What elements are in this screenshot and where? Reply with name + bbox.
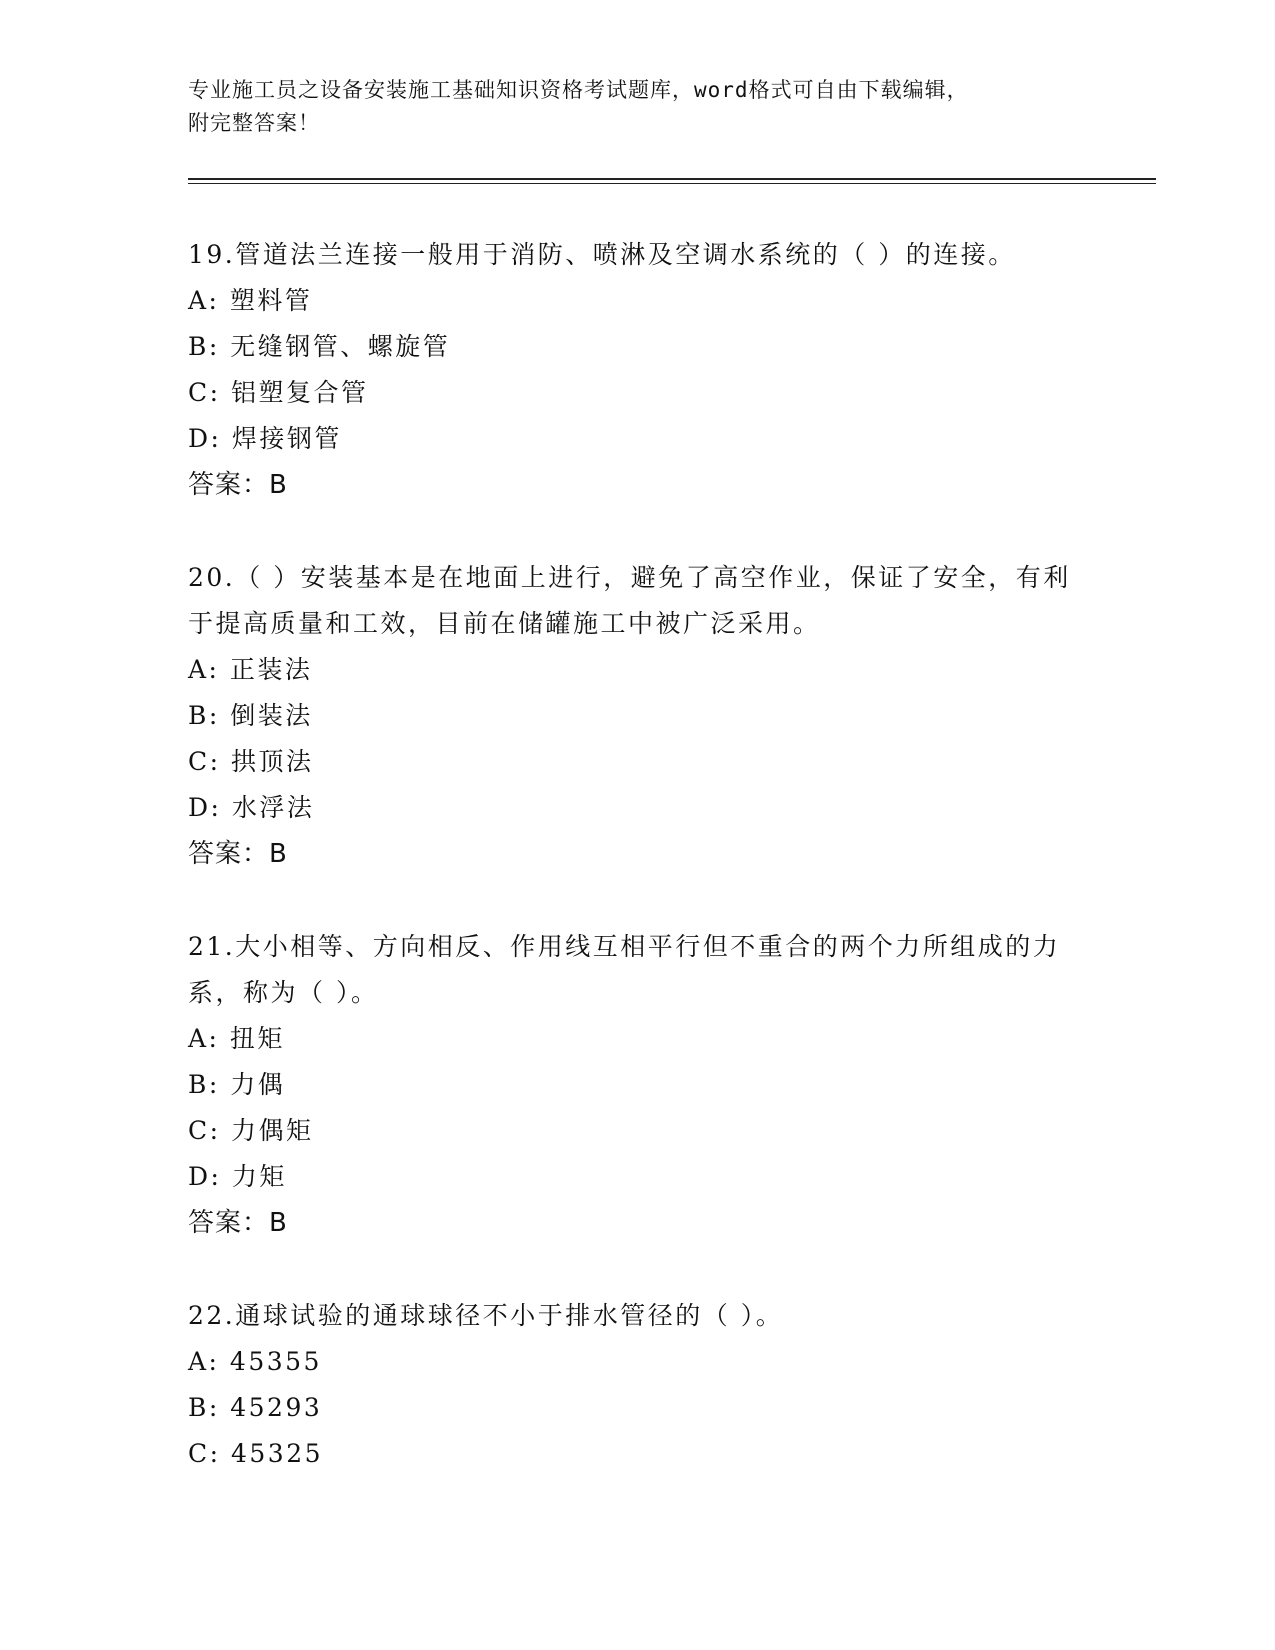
question-20 — [188, 555, 1088, 877]
header-line-2: 附完整答案！ — [188, 111, 320, 135]
header-divider-thin — [188, 183, 1156, 184]
option-a: A: 扭矩 — [188, 1024, 285, 1053]
option-a: A: 塑料管 — [188, 286, 313, 315]
option-d: D: 力矩 — [188, 1162, 287, 1191]
answer: 答案：B — [188, 839, 288, 869]
question-list — [188, 232, 1088, 1524]
header-divider-thick — [188, 178, 1156, 180]
option-b: B: 力偶 — [188, 1070, 286, 1099]
question-stem: 19.管道法兰连接一般用于消防、喷淋及空调水系统的（ ）的连接。 — [188, 240, 1016, 269]
option-b: B: 45293 — [188, 1393, 323, 1422]
question-21 — [188, 924, 1088, 1246]
header-line-1: 专业施工员之设备安装施工基础知识资格考试题库，word格式可自由下载编辑， — [188, 78, 969, 102]
option-c: C: 拱顶法 — [188, 747, 314, 776]
answer: 答案：B — [188, 470, 288, 500]
option-d: D: 水浮法 — [188, 793, 315, 822]
answer: 答案：B — [188, 1208, 288, 1238]
option-d: D: 焊接钢管 — [188, 424, 342, 453]
option-a: A: 45355 — [188, 1347, 322, 1376]
option-b: B: 倒装法 — [188, 701, 313, 730]
option-a: A: 正装法 — [188, 655, 313, 684]
document-header — [188, 74, 1088, 140]
question-stem: 21.大小相等、方向相反、作用线互相平行但不重合的两个力所组成的力系，称为（ ）。 — [188, 932, 1061, 1007]
option-b: B: 无缝钢管、螺旋管 — [188, 332, 451, 361]
question-stem: 22.通球试验的通球球径不小于排水管径的（ ）。 — [188, 1301, 784, 1330]
question-19 — [188, 232, 1088, 508]
option-c: C: 45325 — [188, 1439, 324, 1468]
option-c: C: 铝塑复合管 — [188, 378, 369, 407]
question-22 — [188, 1293, 1088, 1477]
question-stem: 20.（ ）安装基本是在地面上进行，避免了高空作业，保证了安全，有利于提高质量和工效，目前在储罐施工中被广泛采用。 — [188, 563, 1071, 638]
option-c: C: 力偶矩 — [188, 1116, 314, 1145]
